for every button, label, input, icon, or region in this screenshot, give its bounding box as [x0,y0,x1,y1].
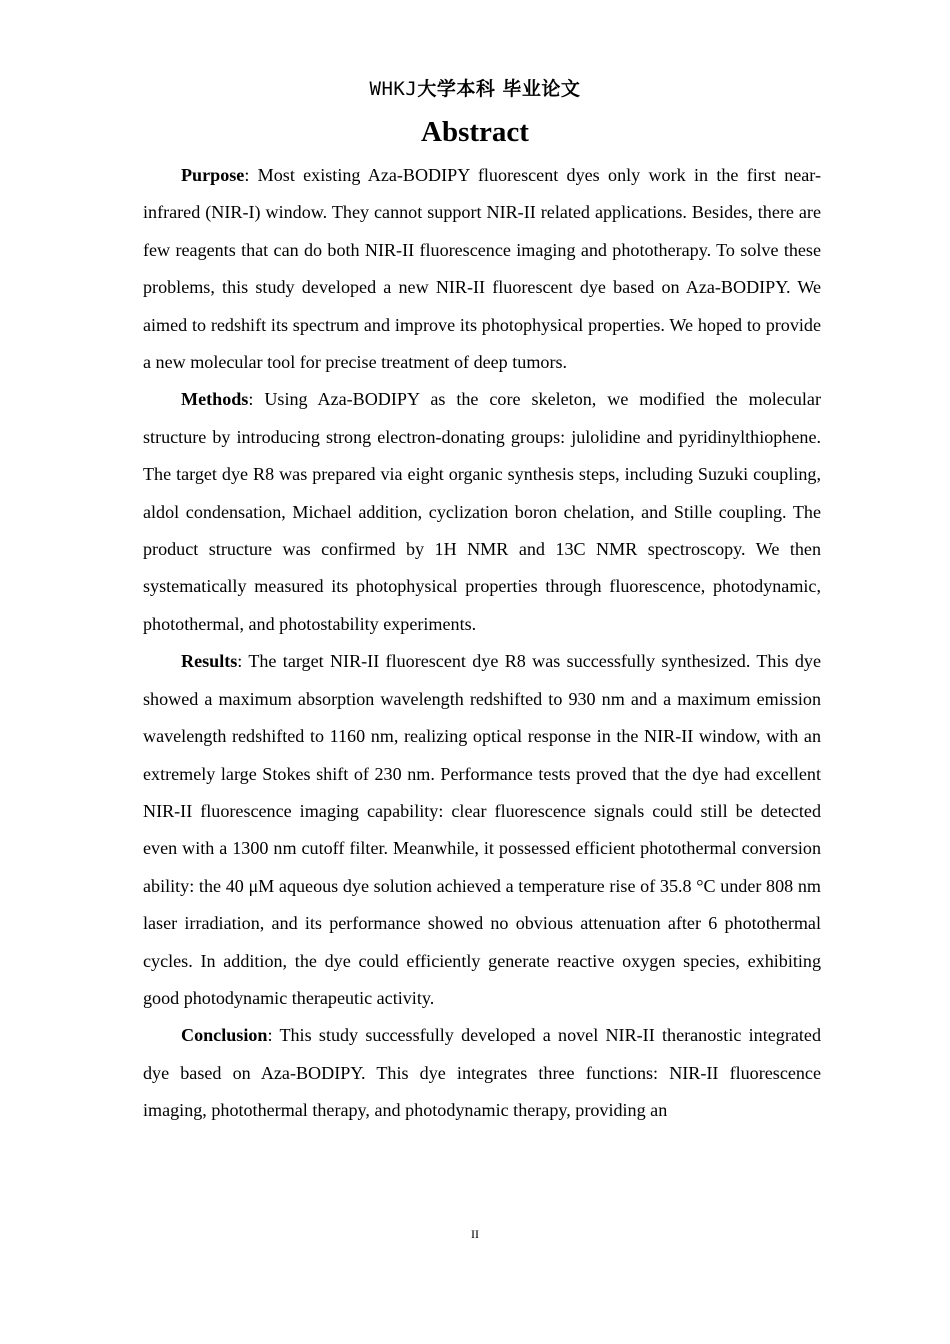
header-thesis-label: 大学本科 毕业论文 [417,78,581,100]
abstract-paragraph-conclusion [143,1017,821,1129]
abstract-paragraph-methods [143,381,821,643]
header-university-code: WHKJ [369,78,418,100]
section-text: : Using Aza-BODIPY as the core skeleton, we modified the molecular structure by introducing strong electron-donating groups: julolidine and pyridinylthiophene. The target dye R8 was prepared via eight organic synthesis steps, including Suzuki coupling, aldol condensation, Michael addition, cyclization boron chelation, and Stille coupling. The product structure was confirmed by 1H NMR and 13C NMR spectroscopy. We then systematically measured its photophysical properties through fluorescence, photodynamic, photothermal, and photostability experiments. [143,389,821,634]
section-text: : Most existing Aza-BODIPY fluorescent dyes only work in the first near-infrared (NIR-I) window. They cannot support NIR-II related applications. Besides, there are few reagents that can do both NIR-II fluorescence imaging and phototherapy. To solve these problems, this study developed a new NIR-II fluorescent dye based on Aza-BODIPY. We aimed to redshift its spectrum and improve its photophysical properties. We hoped to provide a new molecular tool for precise treatment of deep tumors. [143,165,821,373]
section-label: Conclusion [181,1025,268,1046]
section-label: Results [181,651,238,672]
abstract-body [143,157,821,1130]
page-title: Abstract [421,116,529,148]
section-text: : This study successfully developed a novel NIR-II theranostic integrated dye based on Aza-BODIPY. This dye integrates three functions: NIR-II fluorescence imaging, photothermal therapy, and photodynamic therapy, providing an [143,1025,821,1121]
abstract-paragraph-results [143,643,821,1017]
section-label: Purpose [181,165,245,185]
section-text: : The target NIR-II fluorescent dye R8 was successfully synthesized. This dye showed a maximum absorption wavelength redshifted to 930 nm and a maximum emission wavelength redshifted to 1160 nm, realizing optical response in the NIR-II window, with an extremely large Stokes shift of 230 nm. Performance tests proved that the dye had excellent NIR-II fluorescence imaging capability: clear fluorescence signals could still be detected even with a 1300 nm cutoff filter. Meanwhile, it possessed efficient photothermal conversion ability: the 40 μM aqueous dye solution achieved a temperature rise of 35.8 °C under 808 nm laser irradiation, and its performance showed no obvious attenuation after 6 photothermal cycles. In addition, the dye could efficiently generate reactive oxygen species, exhibiting good photodynamic therapeutic activity. [143,651,821,1008]
page-number: II [471,1227,479,1241]
abstract-paragraph-purpose [143,157,821,381]
running-header [0,75,950,103]
section-label: Methods [181,389,249,410]
